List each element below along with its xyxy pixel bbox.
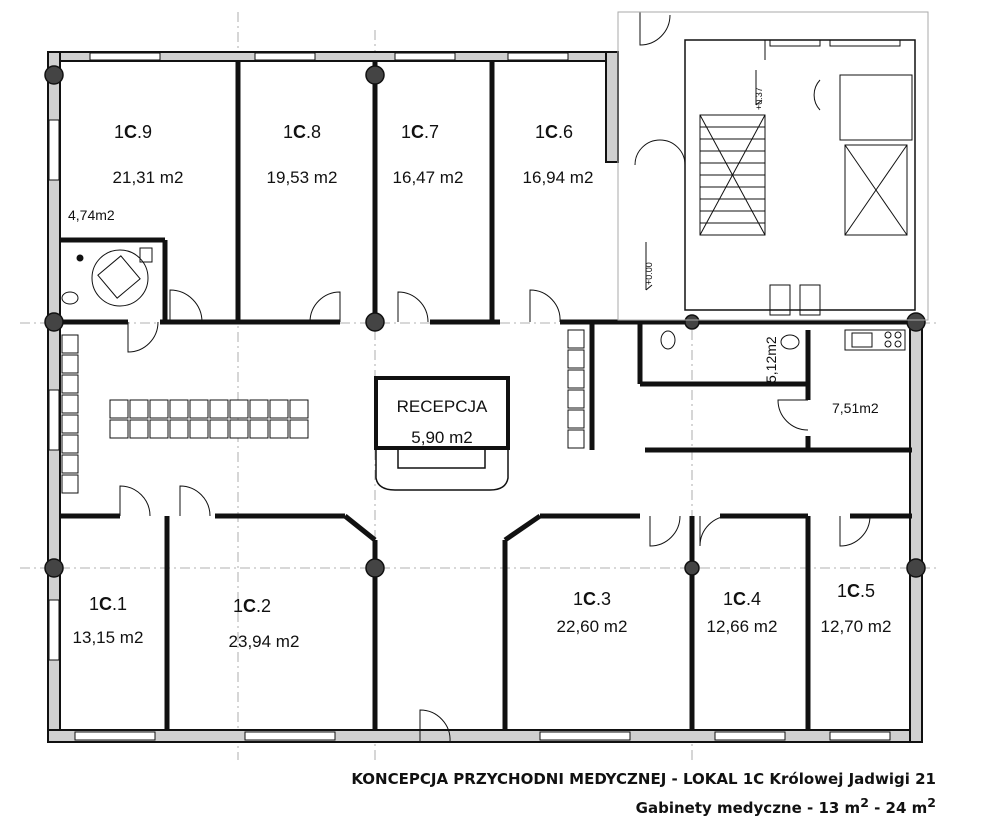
room-area: 22,60 m2 [556, 617, 628, 636]
caption-title: KONCEPCJA PRZYCHODNI MEDYCZNEJ - LOKAL 1C Królowej Jadwigi 21 [351, 770, 936, 788]
room-area: 16,47 m2 [392, 168, 464, 187]
stair-core [618, 12, 928, 320]
room-code: 1C.6 [534, 122, 574, 142]
room-area: 21,31 m2 [112, 168, 184, 187]
room-area: 23,94 m2 [228, 632, 300, 651]
caption-subtitle-part2: - 24 m [868, 799, 928, 817]
room-area: 16,94 m2 [522, 168, 594, 187]
room-area: 19,53 m2 [266, 168, 338, 187]
wc-right-area: 5,12m2 [763, 336, 779, 383]
caption-sup-2: 2 [927, 795, 936, 810]
wc-left-area: 4,74m2 [68, 207, 115, 223]
room-code: 1C.2 [232, 596, 272, 616]
level-arrows [646, 70, 762, 290]
sanitary-fixtures [62, 248, 905, 350]
room-area: 13,15 m2 [72, 628, 144, 647]
level-stair: +0.37 [754, 87, 764, 110]
room-area: 12,70 m2 [820, 617, 892, 636]
room-code: 1C.7 [400, 122, 440, 142]
room-code: 1C.1 [88, 594, 128, 614]
room-code: 1C.9 [113, 122, 153, 142]
room-right-area: 7,51m2 [832, 400, 879, 416]
room-code: 1C.8 [282, 122, 322, 142]
caption-subtitle-part1: Gabinety medyczne - 13 m [635, 799, 861, 817]
room-code: 1C.3 [572, 589, 612, 609]
room-code: 1C.5 [836, 581, 876, 601]
reception-label: RECEPCJA [396, 397, 488, 416]
level-corridor: +0.00 [644, 262, 654, 285]
reception-area: 5,90 m2 [411, 428, 473, 447]
caption-sup-1: 2 [860, 795, 869, 810]
caption-subtitle [636, 795, 936, 817]
waiting-seats [62, 330, 584, 493]
room-code: 1C.4 [722, 589, 762, 609]
room-area: 12,66 m2 [706, 617, 778, 636]
interior-walls [60, 60, 912, 730]
